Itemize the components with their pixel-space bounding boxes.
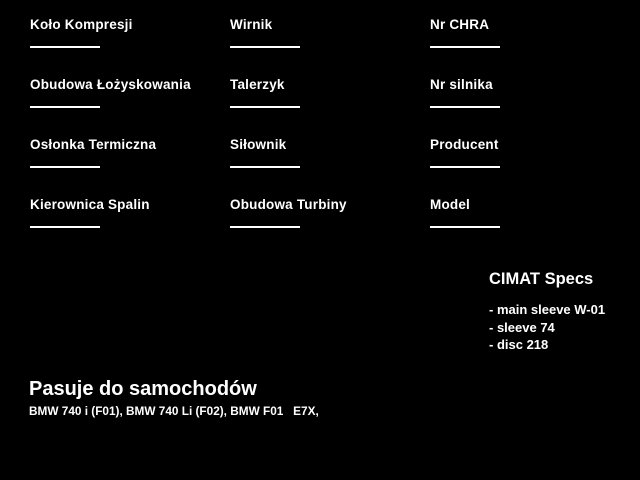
spec-field-underline xyxy=(430,46,500,48)
spec-field-underline xyxy=(30,166,100,168)
spec-field-underline xyxy=(30,226,100,228)
spec-field-label: Talerzyk xyxy=(230,77,285,92)
spec-field-underline xyxy=(230,46,300,48)
spec-field-oslonka-termiczna xyxy=(30,138,230,198)
spec-field-talerzyk xyxy=(230,78,430,138)
spec-field-underline xyxy=(430,226,500,228)
fits-cars-title: Pasuje do samochodów xyxy=(29,378,257,400)
cimat-specs-title: CIMAT Specs xyxy=(489,270,594,288)
spec-field-underline xyxy=(430,106,500,108)
spec-field-kierownica-spalin xyxy=(30,198,230,258)
cimat-spec-item: - main sleeve W-01 xyxy=(489,302,606,317)
spec-field-model xyxy=(430,198,630,258)
spec-field-label: Model xyxy=(430,197,470,212)
spec-field-underline xyxy=(230,166,300,168)
spec-field-label: Obudowa Turbiny xyxy=(230,197,347,212)
spec-field-label: Siłownik xyxy=(230,137,287,152)
cimat-specs-list xyxy=(489,301,605,354)
spec-field-label: Obudowa Łożyskowania xyxy=(30,77,191,92)
spec-field-obudowa-turbiny xyxy=(230,198,430,258)
spec-field-label: Nr silnika xyxy=(430,77,493,92)
spec-field-label: Wirnik xyxy=(230,17,273,32)
spec-fields-grid xyxy=(30,18,630,258)
spec-field-underline xyxy=(30,106,100,108)
fits-cars-list: BMW 740 i (F01), BMW 740 Li (F02), BMW F01 E7X, xyxy=(29,404,319,418)
spec-field-nr-silnika xyxy=(430,78,630,138)
spec-field-underline xyxy=(230,226,300,228)
spec-field-label: Kierownica Spalin xyxy=(30,197,150,212)
spec-field-producent xyxy=(430,138,630,198)
cimat-spec-item: - disc 218 xyxy=(489,337,549,352)
spec-field-label: Koło Kompresji xyxy=(30,17,133,32)
spec-field-label: Osłonka Termiczna xyxy=(30,137,157,152)
spec-field-underline xyxy=(430,166,500,168)
spec-field-underline xyxy=(30,46,100,48)
fits-cars-section xyxy=(29,378,319,418)
cimat-spec-item: - sleeve 74 xyxy=(489,319,555,335)
spec-field-label: Producent xyxy=(430,137,499,152)
spec-field-underline xyxy=(230,106,300,108)
spec-field-kolo-kompresji xyxy=(30,18,230,78)
spec-field-nr-chra xyxy=(430,18,630,78)
spec-field-silownik xyxy=(230,138,430,198)
spec-field-label: Nr CHRA xyxy=(430,17,490,32)
spec-field-wirnik xyxy=(230,18,430,78)
cimat-specs-section xyxy=(489,270,605,354)
spec-field-obudowa-lozyskowania xyxy=(30,78,230,138)
